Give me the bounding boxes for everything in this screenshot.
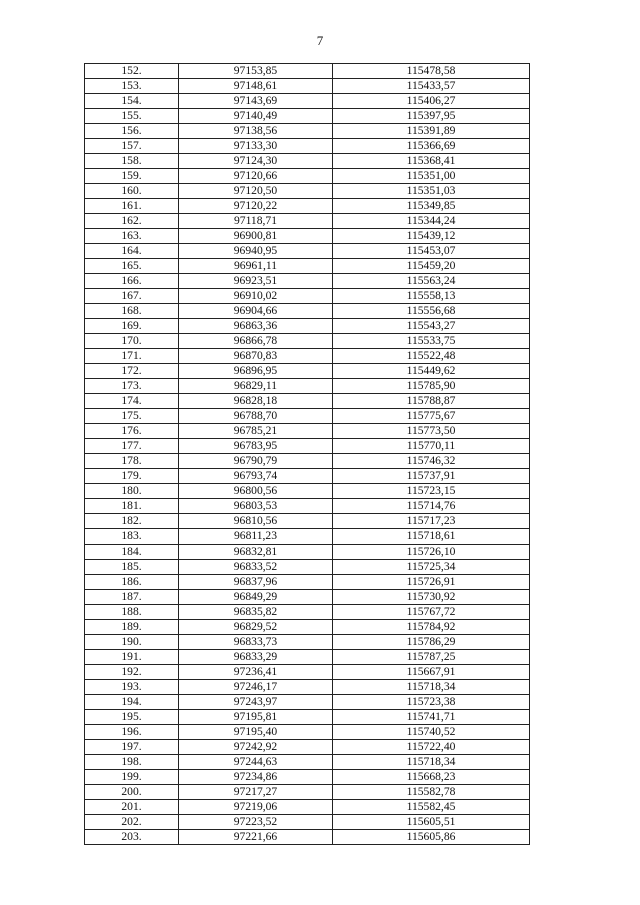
y-coordinate-cell: 115737,91 (333, 469, 530, 484)
point-number-cell: 198. (85, 754, 179, 769)
y-coordinate-cell: 115722,40 (333, 739, 530, 754)
x-coordinate-cell: 96863,36 (179, 319, 333, 334)
y-coordinate-cell: 115433,57 (333, 79, 530, 94)
y-coordinate-cell: 115740,52 (333, 724, 530, 739)
x-coordinate-cell: 96837,96 (179, 574, 333, 589)
point-number-cell: 197. (85, 739, 179, 754)
x-coordinate-cell: 96833,52 (179, 559, 333, 574)
point-number-cell: 161. (85, 199, 179, 214)
y-coordinate-cell: 115543,27 (333, 319, 530, 334)
point-number-cell: 181. (85, 499, 179, 514)
y-coordinate-cell: 115558,13 (333, 289, 530, 304)
table-row (85, 334, 530, 349)
y-coordinate-cell: 115726,10 (333, 544, 530, 559)
point-number-cell: 184. (85, 544, 179, 559)
x-coordinate-cell: 96832,81 (179, 544, 333, 559)
point-number-cell: 177. (85, 439, 179, 454)
y-coordinate-cell: 115788,87 (333, 394, 530, 409)
x-coordinate-cell: 96793,74 (179, 469, 333, 484)
table-row (85, 79, 530, 94)
point-number-cell: 153. (85, 79, 179, 94)
y-coordinate-cell: 115667,91 (333, 664, 530, 679)
table-row (85, 349, 530, 364)
table-row (85, 784, 530, 799)
point-number-cell: 182. (85, 514, 179, 529)
x-coordinate-cell: 96783,95 (179, 439, 333, 454)
table-row (85, 529, 530, 544)
point-number-cell: 188. (85, 604, 179, 619)
x-coordinate-cell: 96910,02 (179, 289, 333, 304)
table-row (85, 214, 530, 229)
table-row (85, 394, 530, 409)
point-number-cell: 174. (85, 394, 179, 409)
y-coordinate-cell: 115775,67 (333, 409, 530, 424)
x-coordinate-cell: 96833,29 (179, 649, 333, 664)
point-number-cell: 175. (85, 409, 179, 424)
table-row (85, 544, 530, 559)
point-number-cell: 199. (85, 769, 179, 784)
y-coordinate-cell: 115785,90 (333, 379, 530, 394)
point-number-cell: 195. (85, 709, 179, 724)
point-number-cell: 167. (85, 289, 179, 304)
table-row (85, 664, 530, 679)
table-row (85, 619, 530, 634)
table-row (85, 454, 530, 469)
point-number-cell: 159. (85, 169, 179, 184)
table-row (85, 154, 530, 169)
point-number-cell: 179. (85, 469, 179, 484)
x-coordinate-cell: 97120,66 (179, 169, 333, 184)
table-row (85, 649, 530, 664)
y-coordinate-cell: 115741,71 (333, 709, 530, 724)
y-coordinate-cell: 115556,68 (333, 304, 530, 319)
y-coordinate-cell: 115344,24 (333, 214, 530, 229)
x-coordinate-cell: 96790,79 (179, 454, 333, 469)
table-row (85, 64, 530, 79)
table-row (85, 514, 530, 529)
y-coordinate-cell: 115439,12 (333, 229, 530, 244)
x-coordinate-cell: 97219,06 (179, 799, 333, 814)
table-row (85, 259, 530, 274)
table-row (85, 679, 530, 694)
table-row (85, 364, 530, 379)
x-coordinate-cell: 97195,40 (179, 724, 333, 739)
table-row (85, 439, 530, 454)
y-coordinate-cell: 115459,20 (333, 259, 530, 274)
table-row (85, 379, 530, 394)
x-coordinate-cell: 97138,56 (179, 124, 333, 139)
point-number-cell: 172. (85, 364, 179, 379)
point-number-cell: 202. (85, 814, 179, 829)
table-row (85, 604, 530, 619)
x-coordinate-cell: 97234,86 (179, 769, 333, 784)
x-coordinate-cell: 96788,70 (179, 409, 333, 424)
y-coordinate-cell: 115605,51 (333, 814, 530, 829)
y-coordinate-cell: 115784,92 (333, 619, 530, 634)
y-coordinate-cell: 115725,34 (333, 559, 530, 574)
point-number-cell: 200. (85, 784, 179, 799)
x-coordinate-cell: 96811,23 (179, 529, 333, 544)
x-coordinate-cell: 96785,21 (179, 424, 333, 439)
y-coordinate-cell: 115718,34 (333, 754, 530, 769)
x-coordinate-cell: 97120,50 (179, 184, 333, 199)
table-row (85, 769, 530, 784)
point-number-cell: 157. (85, 139, 179, 154)
table-row (85, 244, 530, 259)
y-coordinate-cell: 115714,76 (333, 499, 530, 514)
y-coordinate-cell: 115726,91 (333, 574, 530, 589)
x-coordinate-cell: 96900,81 (179, 229, 333, 244)
y-coordinate-cell: 115723,15 (333, 484, 530, 499)
table-row (85, 289, 530, 304)
table-row (85, 319, 530, 334)
table-row (85, 424, 530, 439)
point-number-cell: 166. (85, 274, 179, 289)
point-number-cell: 165. (85, 259, 179, 274)
point-number-cell: 176. (85, 424, 179, 439)
table-row (85, 739, 530, 754)
page-number: 7 (316, 33, 324, 48)
x-coordinate-cell: 96829,52 (179, 619, 333, 634)
point-number-cell: 169. (85, 319, 179, 334)
x-coordinate-cell: 97120,22 (179, 199, 333, 214)
table-row (85, 814, 530, 829)
x-coordinate-cell: 97153,85 (179, 64, 333, 79)
x-coordinate-cell: 96810,56 (179, 514, 333, 529)
x-coordinate-cell: 96866,78 (179, 334, 333, 349)
table-row (85, 559, 530, 574)
x-coordinate-cell: 97195,81 (179, 709, 333, 724)
x-coordinate-cell: 97242,92 (179, 739, 333, 754)
y-coordinate-cell: 115391,89 (333, 124, 530, 139)
coordinates-table (84, 63, 530, 845)
point-number-cell: 192. (85, 664, 179, 679)
x-coordinate-cell: 97236,41 (179, 664, 333, 679)
x-coordinate-cell: 96904,66 (179, 304, 333, 319)
table-row (85, 754, 530, 769)
point-number-cell: 178. (85, 454, 179, 469)
x-coordinate-cell: 97221,66 (179, 829, 333, 844)
y-coordinate-cell: 115773,50 (333, 424, 530, 439)
x-coordinate-cell: 97246,17 (179, 679, 333, 694)
y-coordinate-cell: 115717,23 (333, 514, 530, 529)
table-row (85, 799, 530, 814)
coordinates-table-body (85, 64, 530, 845)
y-coordinate-cell: 115668,23 (333, 769, 530, 784)
point-number-cell: 160. (85, 184, 179, 199)
point-number-cell: 155. (85, 109, 179, 124)
point-number-cell: 164. (85, 244, 179, 259)
x-coordinate-cell: 96828,18 (179, 394, 333, 409)
point-number-cell: 186. (85, 574, 179, 589)
table-row (85, 199, 530, 214)
point-number-cell: 193. (85, 679, 179, 694)
y-coordinate-cell: 115453,07 (333, 244, 530, 259)
x-coordinate-cell: 97124,30 (179, 154, 333, 169)
table-row (85, 409, 530, 424)
y-coordinate-cell: 115730,92 (333, 589, 530, 604)
y-coordinate-cell: 115746,32 (333, 454, 530, 469)
point-number-cell: 152. (85, 64, 179, 79)
y-coordinate-cell: 115582,45 (333, 799, 530, 814)
table-row (85, 709, 530, 724)
x-coordinate-cell: 97143,69 (179, 94, 333, 109)
y-coordinate-cell: 115406,27 (333, 94, 530, 109)
x-coordinate-cell: 96835,82 (179, 604, 333, 619)
point-number-cell: 171. (85, 349, 179, 364)
point-number-cell: 173. (85, 379, 179, 394)
point-number-cell: 201. (85, 799, 179, 814)
y-coordinate-cell: 115767,72 (333, 604, 530, 619)
table-row (85, 139, 530, 154)
point-number-cell: 162. (85, 214, 179, 229)
y-coordinate-cell: 115787,25 (333, 649, 530, 664)
table-row (85, 589, 530, 604)
y-coordinate-cell: 115563,24 (333, 274, 530, 289)
y-coordinate-cell: 115349,85 (333, 199, 530, 214)
y-coordinate-cell: 115351,03 (333, 184, 530, 199)
y-coordinate-cell: 115366,69 (333, 139, 530, 154)
x-coordinate-cell: 96923,51 (179, 274, 333, 289)
y-coordinate-cell: 115478,58 (333, 64, 530, 79)
table-row (85, 169, 530, 184)
table-row (85, 694, 530, 709)
y-coordinate-cell: 115718,61 (333, 529, 530, 544)
table-row (85, 94, 530, 109)
table-row (85, 829, 530, 844)
point-number-cell: 189. (85, 619, 179, 634)
point-number-cell: 154. (85, 94, 179, 109)
table-row (85, 229, 530, 244)
x-coordinate-cell: 96870,83 (179, 349, 333, 364)
point-number-cell: 168. (85, 304, 179, 319)
x-coordinate-cell: 97118,71 (179, 214, 333, 229)
table-row (85, 724, 530, 739)
point-number-cell: 187. (85, 589, 179, 604)
y-coordinate-cell: 115723,38 (333, 694, 530, 709)
x-coordinate-cell: 97244,63 (179, 754, 333, 769)
x-coordinate-cell: 96800,56 (179, 484, 333, 499)
y-coordinate-cell: 115770,11 (333, 439, 530, 454)
x-coordinate-cell: 97140,49 (179, 109, 333, 124)
y-coordinate-cell: 115368,41 (333, 154, 530, 169)
table-row (85, 484, 530, 499)
point-number-cell: 194. (85, 694, 179, 709)
y-coordinate-cell: 115522,48 (333, 349, 530, 364)
point-number-cell: 185. (85, 559, 179, 574)
point-number-cell: 183. (85, 529, 179, 544)
x-coordinate-cell: 97133,30 (179, 139, 333, 154)
x-coordinate-cell: 96961,11 (179, 259, 333, 274)
x-coordinate-cell: 97243,97 (179, 694, 333, 709)
point-number-cell: 196. (85, 724, 179, 739)
y-coordinate-cell: 115397,95 (333, 109, 530, 124)
point-number-cell: 191. (85, 649, 179, 664)
x-coordinate-cell: 96940,95 (179, 244, 333, 259)
x-coordinate-cell: 97148,61 (179, 79, 333, 94)
point-number-cell: 170. (85, 334, 179, 349)
x-coordinate-cell: 96896,95 (179, 364, 333, 379)
table-row (85, 634, 530, 649)
point-number-cell: 190. (85, 634, 179, 649)
point-number-cell: 156. (85, 124, 179, 139)
table-row (85, 304, 530, 319)
y-coordinate-cell: 115351,00 (333, 169, 530, 184)
point-number-cell: 180. (85, 484, 179, 499)
x-coordinate-cell: 96803,53 (179, 499, 333, 514)
x-coordinate-cell: 97217,27 (179, 784, 333, 799)
y-coordinate-cell: 115786,29 (333, 634, 530, 649)
y-coordinate-cell: 115718,34 (333, 679, 530, 694)
x-coordinate-cell: 96833,73 (179, 634, 333, 649)
x-coordinate-cell: 96829,11 (179, 379, 333, 394)
table-row (85, 124, 530, 139)
point-number-cell: 158. (85, 154, 179, 169)
y-coordinate-cell: 115582,78 (333, 784, 530, 799)
point-number-cell: 163. (85, 229, 179, 244)
y-coordinate-cell: 115533,75 (333, 334, 530, 349)
x-coordinate-cell: 97223,52 (179, 814, 333, 829)
y-coordinate-cell: 115605,86 (333, 829, 530, 844)
table-row (85, 574, 530, 589)
table-row (85, 184, 530, 199)
table-row (85, 469, 530, 484)
y-coordinate-cell: 115449,62 (333, 364, 530, 379)
table-row (85, 499, 530, 514)
point-number-cell: 203. (85, 829, 179, 844)
x-coordinate-cell: 96849,29 (179, 589, 333, 604)
table-row (85, 109, 530, 124)
table-row (85, 274, 530, 289)
